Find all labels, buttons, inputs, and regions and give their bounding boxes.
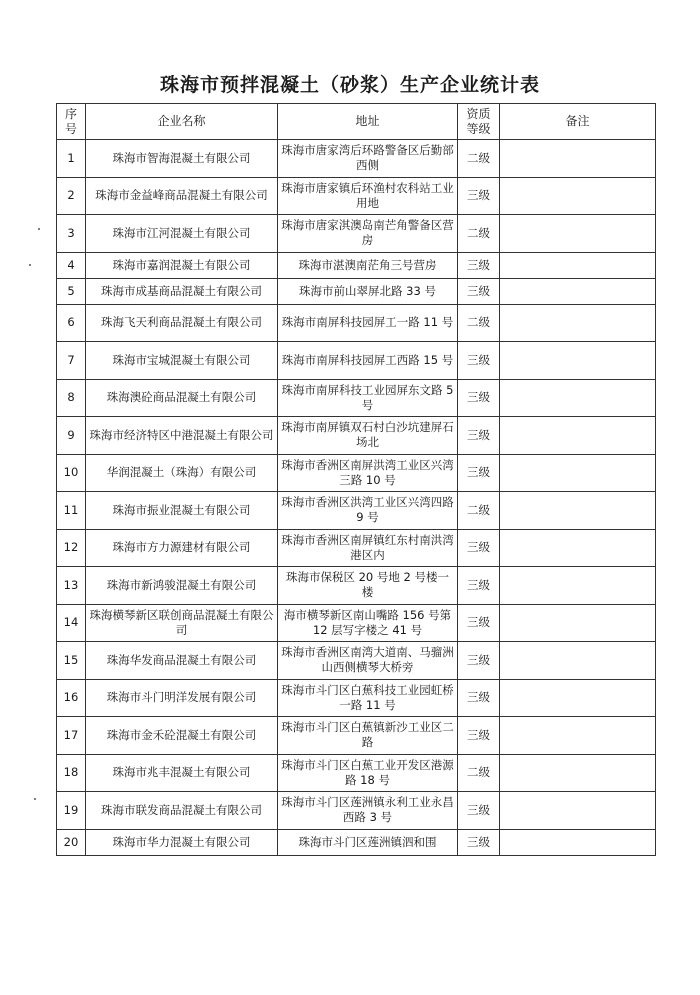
- cell-address: 珠海市斗门区白蕉科技工业园虹桥一路 11 号: [278, 679, 458, 717]
- cell-address: 珠海市斗门区莲洲镇泗和围: [278, 829, 458, 855]
- table-row: [57, 679, 656, 717]
- cell-remark: [500, 829, 656, 855]
- cell-grade: 二级: [458, 215, 500, 253]
- cell-seq: 10: [57, 454, 86, 492]
- page-title: 珠海市预拌混凝土（砂浆）生产企业统计表: [159, 74, 540, 96]
- table-row: [57, 754, 656, 792]
- cell-name: 珠海市新鸿骏混凝土有限公司: [86, 567, 278, 605]
- cell-remark: [500, 252, 656, 278]
- cell-seq: 17: [57, 717, 86, 755]
- cell-seq: 13: [57, 567, 86, 605]
- cell-remark: [500, 679, 656, 717]
- table-row: [57, 304, 656, 342]
- table-row: [57, 792, 656, 830]
- cell-remark: [500, 379, 656, 417]
- cell-grade: 二级: [458, 304, 500, 342]
- cell-remark: [500, 140, 656, 178]
- table-row: [57, 454, 656, 492]
- cell-seq: 20: [57, 829, 86, 855]
- cell-grade: 二级: [458, 754, 500, 792]
- cell-grade: 三级: [458, 792, 500, 830]
- header-seq: 序号: [57, 104, 86, 140]
- cell-grade: 三级: [458, 417, 500, 455]
- cell-name: 珠海澳砼商品混凝土有限公司: [86, 379, 278, 417]
- cell-name: 华润混凝土（珠海）有限公司: [86, 454, 278, 492]
- table-row: [57, 829, 656, 855]
- header-grade: 资质等级: [458, 104, 500, 140]
- cell-name: 珠海市成基商品混凝土有限公司: [86, 278, 278, 304]
- cell-remark: [500, 492, 656, 530]
- cell-name: 珠海市江河混凝土有限公司: [86, 215, 278, 253]
- cell-grade: 三级: [458, 679, 500, 717]
- cell-address: 珠海市南屏科技园屏工一路 11 号: [278, 304, 458, 342]
- cell-address: 珠海市斗门区白蕉工业开发区港源路 18 号: [278, 754, 458, 792]
- scan-speck: [34, 798, 36, 800]
- table-row: [57, 215, 656, 253]
- cell-grade: 三级: [458, 567, 500, 605]
- cell-grade: 三级: [458, 177, 500, 215]
- cell-grade: 二级: [458, 492, 500, 530]
- cell-name: 珠海市振业混凝土有限公司: [86, 492, 278, 530]
- cell-grade: 三级: [458, 252, 500, 278]
- cell-name: 珠海市方力源建材有限公司: [86, 529, 278, 567]
- cell-address: 珠海市南屏科技工业园屏东文路 5 号: [278, 379, 458, 417]
- table-row: [57, 529, 656, 567]
- cell-seq: 18: [57, 754, 86, 792]
- cell-grade: 三级: [458, 342, 500, 380]
- cell-remark: [500, 177, 656, 215]
- cell-remark: [500, 454, 656, 492]
- cell-grade: 三级: [458, 717, 500, 755]
- cell-address: 珠海市香洲区南屏洪湾工业区兴湾三路 10 号: [278, 454, 458, 492]
- cell-name: 珠海市嘉润混凝土有限公司: [86, 252, 278, 278]
- cell-seq: 14: [57, 604, 86, 642]
- cell-remark: [500, 642, 656, 680]
- table-row: [57, 252, 656, 278]
- cell-remark: [500, 417, 656, 455]
- cell-name: 珠海横琴新区联创商品混凝土有限公司: [86, 604, 278, 642]
- cell-remark: [500, 529, 656, 567]
- cell-remark: [500, 215, 656, 253]
- header-address: 地址: [278, 104, 458, 140]
- cell-remark: [500, 304, 656, 342]
- cell-seq: 5: [57, 278, 86, 304]
- cell-grade: 三级: [458, 454, 500, 492]
- cell-address: 珠海市前山翠屏北路 33 号: [278, 278, 458, 304]
- cell-name: 珠海市智海混凝土有限公司: [86, 140, 278, 178]
- cell-remark: [500, 342, 656, 380]
- cell-address: 珠海市南屏科技园屏工西路 15 号: [278, 342, 458, 380]
- cell-seq: 7: [57, 342, 86, 380]
- cell-seq: 3: [57, 215, 86, 253]
- scan-speck: [29, 264, 31, 266]
- table-body: [57, 140, 656, 856]
- table-row: [57, 642, 656, 680]
- scan-speck: [38, 228, 40, 230]
- cell-remark: [500, 567, 656, 605]
- cell-name: 珠海华发商品混凝土有限公司: [86, 642, 278, 680]
- cell-address: 珠海市唐家镇后环渔村农科站工业用地: [278, 177, 458, 215]
- cell-seq: 1: [57, 140, 86, 178]
- cell-name: 珠海市金禾砼混凝土有限公司: [86, 717, 278, 755]
- cell-name: 珠海市宝城混凝土有限公司: [86, 342, 278, 380]
- table-row: [57, 177, 656, 215]
- cell-name: 珠海市兆丰混凝土有限公司: [86, 754, 278, 792]
- cell-seq: 15: [57, 642, 86, 680]
- cell-grade: 三级: [458, 604, 500, 642]
- cell-grade: 二级: [458, 140, 500, 178]
- cell-seq: 16: [57, 679, 86, 717]
- cell-address: 珠海市斗门区莲洲镇永利工业永昌西路 3 号: [278, 792, 458, 830]
- cell-address: 珠海市香洲区南屏镇红东村南洪湾港区内: [278, 529, 458, 567]
- cell-address: 珠海市斗门区白蕉镇新沙工业区二路: [278, 717, 458, 755]
- cell-address: 珠海市湛澳南茫角三号营房: [278, 252, 458, 278]
- cell-remark: [500, 717, 656, 755]
- cell-address: 海市横琴新区南山嘴路 156 号第 12 层写字楼之 41 号: [278, 604, 458, 642]
- cell-seq: 12: [57, 529, 86, 567]
- cell-seq: 6: [57, 304, 86, 342]
- cell-seq: 2: [57, 177, 86, 215]
- cell-address: 珠海市保税区 20 号地 2 号楼一楼: [278, 567, 458, 605]
- cell-name: 珠海市金益峰商品混凝土有限公司: [86, 177, 278, 215]
- cell-address: 珠海市南屏镇双石村白沙坑建屏石场北: [278, 417, 458, 455]
- table-row: [57, 278, 656, 304]
- cell-seq: 8: [57, 379, 86, 417]
- cell-name: 珠海市经济特区中港混凝土有限公司: [86, 417, 278, 455]
- header-remark: 备注: [500, 104, 656, 140]
- cell-grade: 三级: [458, 278, 500, 304]
- table-row: [57, 140, 656, 178]
- table-header-row: [57, 104, 656, 140]
- cell-name: 珠海飞天利商品混凝土有限公司: [86, 304, 278, 342]
- cell-address: 珠海市唐家湾后环路警备区后勤部西侧: [278, 140, 458, 178]
- table-row: [57, 417, 656, 455]
- table-row: [57, 492, 656, 530]
- cell-seq: 19: [57, 792, 86, 830]
- cell-grade: 三级: [458, 529, 500, 567]
- table-row: [57, 379, 656, 417]
- cell-address: 珠海市香洲区洪湾工业区兴湾四路 9 号: [278, 492, 458, 530]
- cell-name: 珠海市联发商品混凝土有限公司: [86, 792, 278, 830]
- table-row: [57, 604, 656, 642]
- cell-address: 珠海市唐家淇澳岛南芒角警备区营房: [278, 215, 458, 253]
- cell-name: 珠海市华力混凝土有限公司: [86, 829, 278, 855]
- cell-remark: [500, 792, 656, 830]
- cell-address: 珠海市香洲区南湾大道南、马骝洲山西侧横琴大桥旁: [278, 642, 458, 680]
- header-name: 企业名称: [86, 104, 278, 140]
- enterprise-table: [56, 103, 656, 856]
- cell-remark: [500, 604, 656, 642]
- table-row: [57, 717, 656, 755]
- cell-grade: 三级: [458, 379, 500, 417]
- cell-grade: 三级: [458, 829, 500, 855]
- cell-remark: [500, 278, 656, 304]
- cell-remark: [500, 754, 656, 792]
- cell-seq: 11: [57, 492, 86, 530]
- table-row: [57, 342, 656, 380]
- cell-name: 珠海市斗门明洋发展有限公司: [86, 679, 278, 717]
- table-row: [57, 567, 656, 605]
- cell-grade: 三级: [458, 642, 500, 680]
- cell-seq: 4: [57, 252, 86, 278]
- cell-seq: 9: [57, 417, 86, 455]
